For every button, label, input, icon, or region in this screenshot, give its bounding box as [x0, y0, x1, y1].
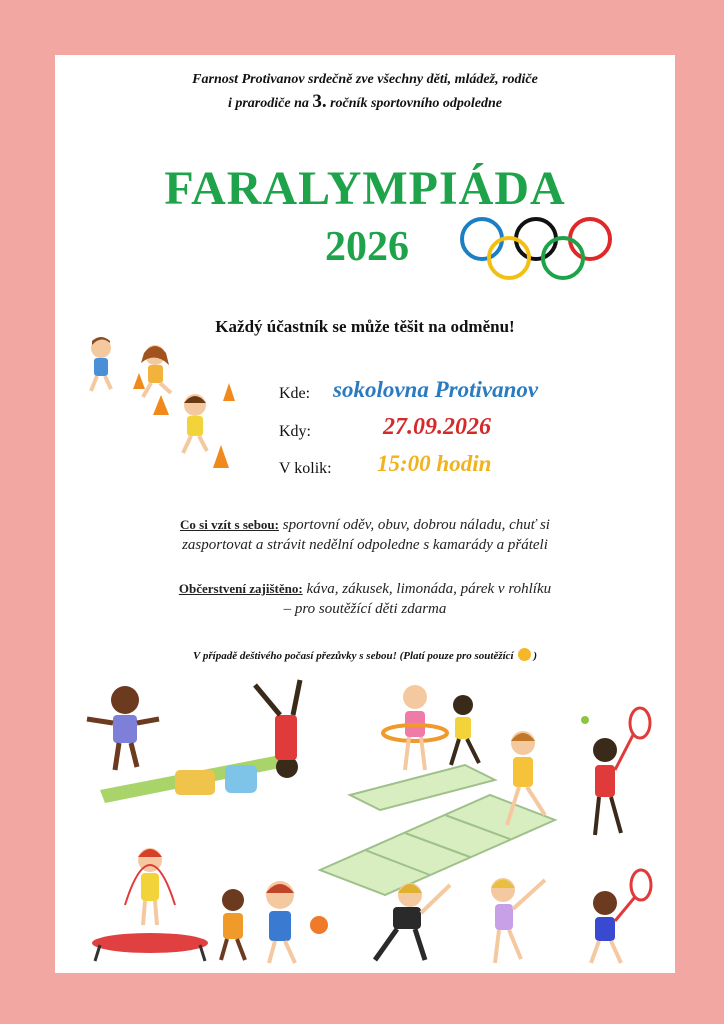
bring-line-2: zasportovat a strávit nedělní odpoledne s kamarády a přáteli: [182, 537, 548, 553]
poster: [55, 55, 675, 973]
when-label: Kdy:: [279, 423, 311, 440]
reward-note: Každý účastník se může těšit na odměnu!: [215, 317, 515, 336]
refreshment-line-1: káva, zákusek, limonáda, párek v rohlíku: [306, 581, 552, 597]
refreshment-label: Občerstvení zajištěno:: [178, 581, 303, 596]
smiley-icon: [518, 648, 531, 661]
olympic-rings-icon: [457, 215, 617, 285]
sports-kids-illustration: [75, 675, 655, 965]
rain-note-close: ): [533, 650, 538, 662]
event-title: FARALYMPIÁDA: [164, 162, 566, 215]
refreshment-section: [115, 579, 615, 619]
refreshment-line-2: – pro soutěžící děti zdarma: [283, 601, 447, 617]
invitation-line-1: Farnost Protivanov srdečně zve všechny děti, mládež, rodiče: [192, 72, 538, 87]
edition-number: 3.: [312, 91, 327, 112]
where-value: sokolovna Protivanov: [333, 377, 539, 402]
time-value: 15:00 hodin: [377, 451, 492, 476]
bring-label: Co si vzít s sebou:: [180, 517, 279, 532]
where-label: Kde:: [279, 385, 311, 402]
invitation-text: [55, 69, 675, 115]
bring-line-1: sportovní oděv, obuv, dobrou náladu, chuť si: [282, 517, 550, 533]
invitation-line-2: i prarodiče na 3. ročník sportovního odpoledne: [227, 91, 503, 112]
running-kids-illustration: [83, 333, 243, 473]
event-year: 2026: [325, 224, 409, 270]
rain-note: [55, 648, 675, 662]
time-label: V kolik:: [279, 460, 332, 477]
bring-section: [115, 515, 615, 555]
when-value: 27.09.2026: [383, 414, 491, 440]
rain-note-text: V případě deštivého počasí přezůvky s sebou! (Platí pouze pro soutěžící: [192, 650, 514, 662]
